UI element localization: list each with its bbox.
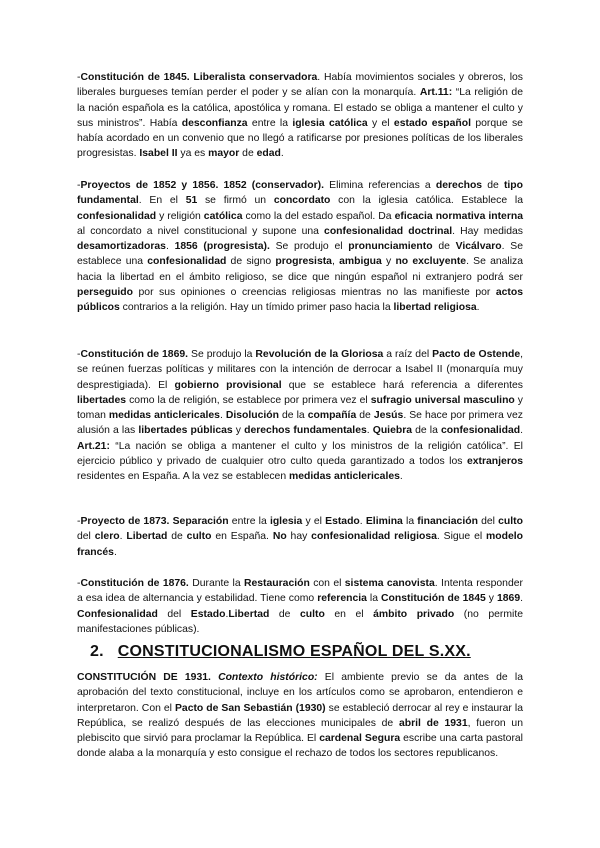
paragraph-constitucion-1876: -Constitución de 1876. Durante la Restauración con el sistema canovista. Intenta responder a esa idea de alternancia y estabilidad. Tiene como referencia la Constitución de 1845 y 1869. Confesionalidad del Estado.Libertad de culto en el ámbito privado (no permite manifestaciones públicas). xyxy=(77,578,523,635)
section-title: CONSTITUCIONALISMO ESPAÑOL DEL S.XX. xyxy=(117,643,471,660)
paragraph-constitucion-1931: CONSTITUCIÓN DE 1931. Contexto histórico: El ambiente previo se da antes de la aprobación del texto constitucional, incluye en los artículos como se aprobaron, entendieron e interpretaron. Con el Pacto de San Sebastián (1930) se estableció derrocar al rey e instaurar la República, se realizó después de las elecciones municipales de abril de 1931, fueron un plebiscito que sirvió para proclamar la República. El cardenal Segura escribe una carta pastoral donde alaba a la monarquía y esto consigue el rechazo de todos los sectores republicanos. xyxy=(77,672,523,760)
section-number: 2. xyxy=(90,643,104,660)
paragraph-constitucion-1845: -Constitución de 1845. Liberalista conservadora. Había movimientos sociales y obreros, los liberales burgueses temían perder el poder y se alían con la monarquía. Art.11: “La religión de la nación española es la católica, apostólica y romana. El estado se obliga a mantener el culto y sus ministros”. Había desconfianza entre la iglesia católica y el estado español porque se había acordado en un convenio que no llegó a ratificarse por presiones políticas de los liberales progresistas. Isabel II ya es mayor de edad. xyxy=(77,72,523,160)
paragraph-proyecto-1873: -Proyecto de 1873. Separación entre la iglesia y el Estado. Elimina la financiación del culto del clero. Libertad de culto en España. No hay confesionalidad religiosa. Sigue el modelo francés. xyxy=(77,516,523,558)
paragraph-constitucion-1869: -Constitución de 1869. Se produjo la Revolución de la Gloriosa a raíz del Pacto de Ostende, se reúnen fuerzas políticas y militares con la intención de derrocar a Isabel II (monarquía muy desprestigiada). El gobierno provisional que se establece hará referencia a diferentes libertades como la de religión, se establece por primera vez el sufragio universal masculino y toman medidas anticlericales. Disolución de la compañía de Jesús. Se hace por primera vez alusión a las libertades públicas y derechos fundamentales. Quiebra de la confesionalidad. Art.21: “La nación se obliga a mantener el culto y los ministros de la religión católica”. El ejercicio público y privado de cualquier otro culto queda garantizado a todos los extranjeros residentes en España. A la vez se establecen medidas anticlericales. xyxy=(77,349,523,483)
section-heading xyxy=(90,643,471,661)
paragraph-proyectos-1852-1856: -Proyectos de 1852 y 1856. 1852 (conservador). Elimina referencias a derechos de tipo fundamental. En el 51 se firmó un concordato con la iglesia católica. Establece la confesionalidad y religión católica como la del estado español. Da eficacia normativa interna al concordato a nivel constitucional y supone una confesionalidad doctrinal. Hay medidas desamortizadoras. 1856 (progresista). Se produjo el pronunciamiento de Vicálvaro. Se establece una confesionalidad de signo progresista, ambigua y no excluyente. Se analiza hacia la libertad en el ámbito religioso, se dice que ningún español ni extranjero podrá ser perseguido por sus opiniones o creencias religiosas mientras no las manifieste por actos públicos contrarios a la religión. Hay un tímido primer paso hacia la libertad religiosa. xyxy=(77,180,524,314)
